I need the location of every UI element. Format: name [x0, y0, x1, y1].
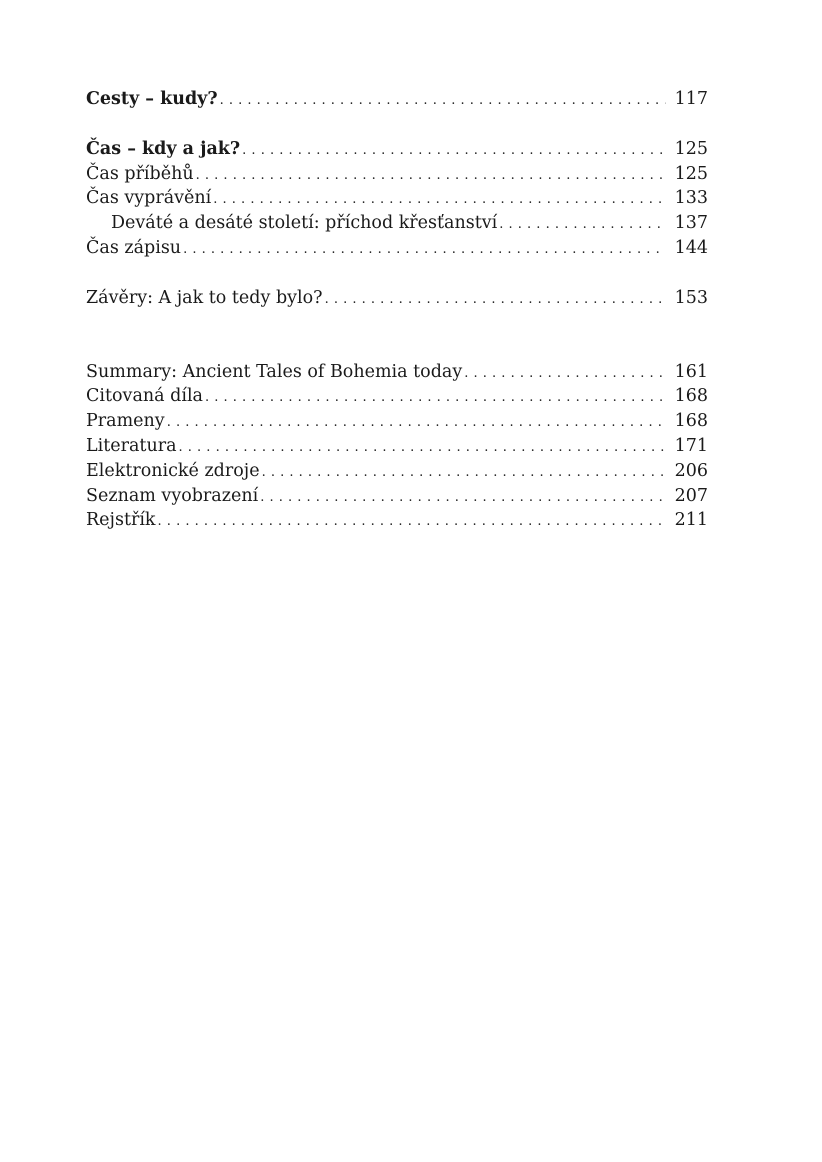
toc-entry[interactable]: [86, 162, 708, 187]
toc-entry-title: Seznam vyobrazení: [86, 485, 259, 506]
toc-entry-page: 125: [674, 163, 708, 184]
toc-entry[interactable]: [86, 434, 708, 459]
toc-entry[interactable]: [86, 384, 708, 409]
toc-dot-leader: [220, 89, 666, 114]
toc-entry-title: Čas zápisu: [86, 237, 182, 258]
toc-entry-page: 171: [674, 435, 708, 456]
toc-entry-title: Literatura: [86, 435, 177, 456]
toc-entry-page: 133: [674, 188, 708, 209]
toc-dot-leader: [183, 238, 666, 263]
toc-dot-leader: [213, 188, 666, 213]
toc-entry[interactable]: [86, 508, 708, 533]
toc-dot-leader: [464, 362, 666, 387]
toc-dot-leader: [260, 486, 666, 511]
toc-entry-title: Rejstřík: [86, 510, 156, 531]
toc-entry[interactable]: [86, 484, 708, 509]
toc-dot-leader: [242, 139, 666, 164]
toc-entry[interactable]: [86, 360, 708, 385]
toc-entry-page: 206: [674, 460, 708, 481]
toc-dot-leader: [499, 213, 666, 238]
toc-entry-page: 207: [674, 485, 708, 506]
toc-entry[interactable]: [86, 186, 708, 211]
toc-dot-leader: [167, 411, 666, 436]
toc-dot-leader: [196, 164, 666, 189]
toc-entry-page: 161: [674, 361, 708, 382]
toc-dot-leader: [262, 461, 666, 486]
toc-entry[interactable]: [86, 87, 708, 112]
toc-dot-leader: [158, 510, 666, 535]
toc-entry[interactable]: [86, 409, 708, 434]
toc-entry-page: 211: [674, 510, 708, 531]
toc-group-cesty: [86, 87, 708, 112]
toc-entry-page: 125: [674, 138, 708, 159]
toc-subentry[interactable]: [86, 211, 708, 236]
toc-dot-leader: [179, 436, 666, 461]
toc-group-zavery: [86, 286, 708, 311]
toc-entry-page: 168: [674, 411, 708, 432]
toc-entry-title: Citovaná díla: [86, 386, 203, 407]
toc-group-cas: [86, 137, 708, 261]
toc-dot-leader: [205, 386, 666, 411]
toc-entry-title: Cesty – kudy?: [86, 89, 218, 109]
toc-entry-title: Deváté a desáté století: příchod křesťanství: [111, 213, 498, 234]
toc-entry-title: Závěry: A jak to tedy bylo?: [86, 287, 323, 308]
toc-entry-page: 168: [674, 386, 708, 407]
toc-entry-page: 153: [674, 287, 708, 308]
toc-entry-title: Čas – kdy a jak?: [86, 138, 241, 159]
toc-entry-title: Čas příběhů: [86, 163, 194, 184]
toc-entry-page: 137: [674, 213, 708, 234]
toc-entry[interactable]: [86, 286, 708, 311]
toc-entry[interactable]: [86, 137, 708, 162]
toc-entry-title: Čas vyprávění: [86, 188, 212, 209]
toc-entry[interactable]: [86, 459, 708, 484]
toc-dot-leader: [325, 288, 666, 313]
table-of-contents: [86, 87, 708, 533]
toc-entry-title: Summary: Ancient Tales of Bohemia today: [86, 361, 463, 382]
toc-entry-page: 117: [674, 89, 708, 109]
toc-entry[interactable]: [86, 236, 708, 261]
toc-group-backmatter: [86, 360, 708, 534]
toc-entry-title: Elektronické zdroje: [86, 460, 260, 481]
toc-entry-title: Prameny: [86, 411, 165, 432]
toc-entry-page: 144: [674, 237, 708, 258]
